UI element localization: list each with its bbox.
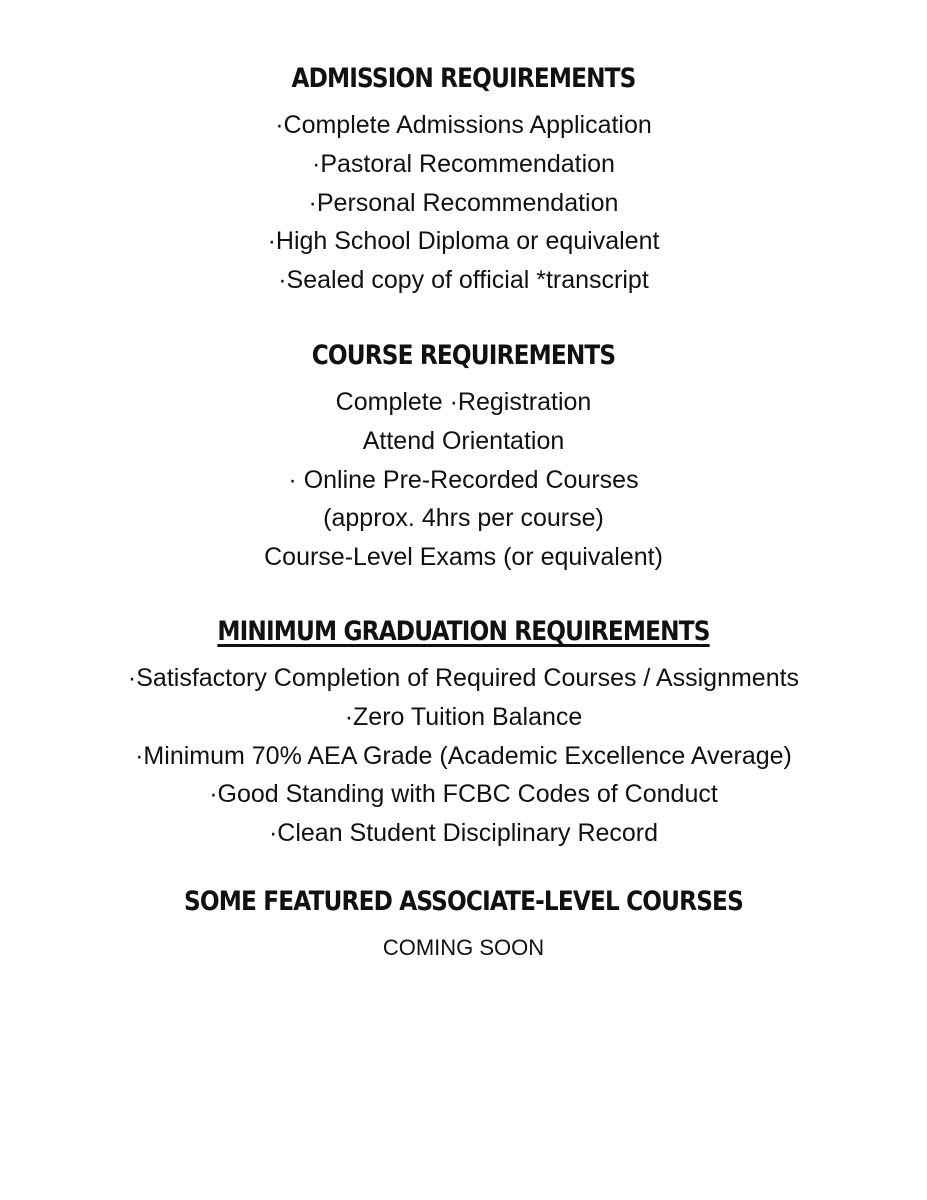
course-item: Course-Level Exams (or equivalent)	[264, 543, 663, 572]
admission-item: ·Personal Recommendation	[308, 188, 619, 217]
graduation-requirements-heading: MINIMUM GRADUATION REQUIREMENTS	[217, 616, 710, 647]
course-requirements-heading: COURSE REQUIREMENTS	[311, 340, 616, 371]
graduation-item: ·Minimum 70% AEA Grade (Academic Excellence Average)	[135, 741, 792, 770]
graduation-item: ·Zero Tuition Balance	[344, 702, 583, 731]
course-item: (approx. 4hrs per course)	[323, 504, 604, 533]
course-item: · Online Pre-Recorded Courses	[288, 465, 639, 494]
course-item: Attend Orientation	[362, 426, 565, 455]
graduation-requirements-section	[0, 617, 927, 853]
admission-item: ·Sealed copy of official *transcript	[278, 266, 649, 295]
admission-item: ·Complete Admissions Application	[275, 111, 652, 139]
coming-soon-text: COMING SOON	[382, 935, 545, 960]
graduation-item: ·Good Standing with FCBC Codes of Conduct	[209, 780, 718, 809]
course-requirements-section	[0, 341, 927, 577]
admission-requirements-list	[0, 106, 927, 300]
featured-courses-heading: SOME FEATURED ASSOCIATE-LEVEL COURSES	[184, 886, 743, 917]
course-requirements-list	[0, 383, 927, 577]
graduation-item: ·Satisfactory Completion of Required Courses / Assignments	[127, 664, 800, 692]
featured-courses-list	[0, 929, 927, 968]
featured-courses-section	[0, 887, 927, 968]
admission-requirements-heading: ADMISSION REQUIREMENTS	[291, 63, 636, 94]
admission-requirements-section	[0, 64, 927, 300]
admission-item: ·Pastoral Recommendation	[312, 149, 615, 178]
graduation-item: ·Clean Student Disciplinary Record	[268, 819, 659, 848]
admission-item: ·High School Diploma or equivalent	[267, 227, 660, 256]
graduation-requirements-list	[0, 659, 927, 853]
course-item: Complete ·Registration	[335, 388, 592, 416]
